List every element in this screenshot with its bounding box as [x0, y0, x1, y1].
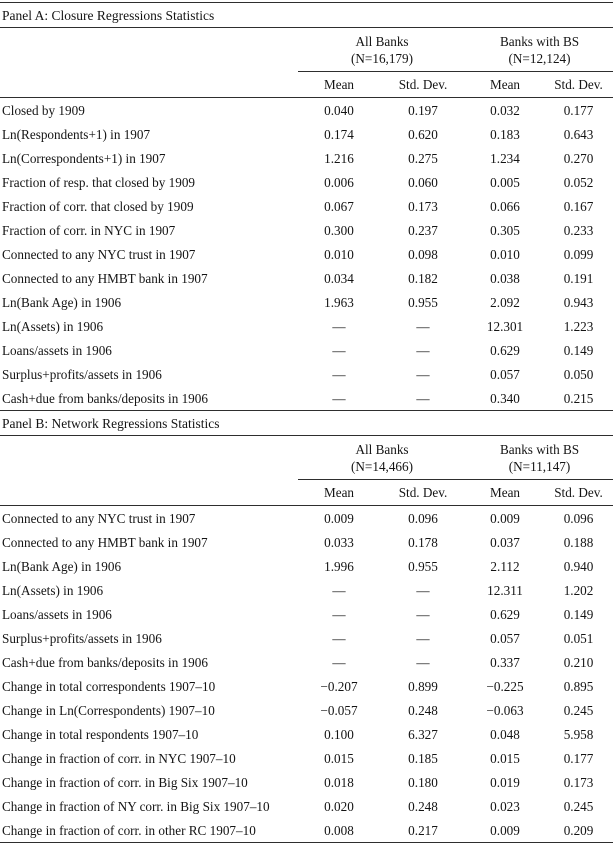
- cell-value: 0.067: [324, 199, 354, 214]
- col-header-std-dev: Std. Dev.: [544, 72, 613, 98]
- cell-value: 0.337: [490, 655, 520, 670]
- cell-value: 0.010: [324, 247, 354, 262]
- empty-corner-cell: [0, 28, 298, 72]
- table-row: [0, 554, 613, 578]
- col-header-mean: Mean: [466, 72, 544, 98]
- cell-value: 0.057: [490, 367, 520, 382]
- cell-value: 0.183: [490, 127, 520, 142]
- row-label: Connected to any HMBT bank in 1907: [2, 535, 208, 550]
- cell-value: 0.270: [563, 151, 594, 166]
- row-label: Fraction of resp. that closed by 1909: [2, 175, 196, 190]
- table-row: [0, 386, 613, 410]
- row-label: Surplus+profits/assets in 1906: [2, 631, 162, 646]
- cell-value: 0.215: [563, 391, 594, 406]
- cell-value: —: [332, 655, 346, 670]
- cell-value: 0.167: [563, 199, 594, 214]
- cell-value: 2.092: [490, 295, 520, 310]
- cell-value: 0.032: [490, 103, 520, 118]
- cell-value: 0.052: [563, 175, 594, 190]
- table-row: [0, 506, 613, 531]
- col-header-std-dev: Std. Dev.: [380, 480, 466, 506]
- cell-value: 0.185: [408, 751, 438, 766]
- table-row: [0, 722, 613, 746]
- table-row: [0, 770, 613, 794]
- cell-value: 0.009: [490, 823, 520, 838]
- panel-a-body: [0, 98, 613, 411]
- row-label: Cash+due from banks/deposits in 1906: [2, 655, 208, 670]
- table-row: [0, 818, 613, 842]
- row-label: Change in Ln(Correspondents) 1907–10: [2, 703, 215, 718]
- cell-value: —: [416, 343, 430, 358]
- cell-value: 0.177: [563, 751, 594, 766]
- col-header-mean: Mean: [298, 480, 380, 506]
- cell-value: 0.018: [324, 775, 354, 790]
- group-name: All Banks: [355, 442, 409, 457]
- cell-value: 0.096: [408, 511, 438, 526]
- cell-value: 0.066: [490, 199, 520, 214]
- cell-value: 0.173: [408, 199, 438, 214]
- table-row: [0, 218, 613, 242]
- cell-value: 0.955: [408, 559, 438, 574]
- cell-value: 0.006: [324, 175, 354, 190]
- group-header-all-banks: [298, 28, 466, 72]
- cell-value: 12.311: [487, 583, 523, 598]
- row-label: Connected to any NYC trust in 1907: [2, 511, 196, 526]
- cell-value: 0.943: [563, 295, 594, 310]
- col-header-mean: Mean: [466, 480, 544, 506]
- cell-value: 0.096: [563, 511, 594, 526]
- cell-value: 0.098: [408, 247, 438, 262]
- panel-b-title: Panel B: Network Regressions Statistics: [0, 410, 613, 436]
- cell-value: —: [332, 607, 346, 622]
- cell-value: —: [416, 607, 430, 622]
- cell-value: 0.180: [408, 775, 438, 790]
- cell-value: 0.050: [563, 367, 594, 382]
- cell-value: —: [332, 367, 346, 382]
- cell-value: 0.188: [563, 535, 594, 550]
- cell-value: 0.008: [324, 823, 354, 838]
- cell-value: 0.019: [490, 775, 520, 790]
- panel-a-group-header-row: [0, 28, 613, 72]
- row-label: Loans/assets in 1906: [2, 607, 112, 622]
- cell-value: —: [416, 655, 430, 670]
- row-label: Closed by 1909: [2, 103, 85, 118]
- table-row: [0, 170, 613, 194]
- cell-value: 0.629: [490, 607, 520, 622]
- panel-b-body: [0, 506, 613, 843]
- cell-value: −0.057: [320, 703, 358, 718]
- table-row: [0, 794, 613, 818]
- row-label: Ln(Assets) in 1906: [2, 583, 104, 598]
- table-row: [0, 578, 613, 602]
- table-row: [0, 362, 613, 386]
- cell-value: 0.015: [490, 751, 520, 766]
- cell-value: 0.033: [324, 535, 354, 550]
- cell-value: 1.202: [563, 583, 594, 598]
- cell-value: 1.216: [324, 151, 354, 166]
- cell-value: 0.023: [490, 799, 520, 814]
- panel-a-column-header-row: [0, 72, 613, 98]
- cell-value: −0.207: [320, 679, 358, 694]
- cell-value: —: [416, 631, 430, 646]
- cell-value: 0.245: [563, 799, 594, 814]
- group-name: All Banks: [355, 34, 409, 49]
- cell-value: 1.234: [490, 151, 520, 166]
- cell-value: 0.620: [408, 127, 438, 142]
- panel-b-table: [0, 436, 613, 842]
- row-label: Change in fraction of corr. in Big Six 1907–10: [2, 775, 248, 790]
- cell-value: 0.040: [324, 103, 354, 118]
- cell-value: 1.223: [563, 319, 594, 334]
- cell-value: 0.233: [563, 223, 594, 238]
- row-label: Change in total correspondents 1907–10: [2, 679, 216, 694]
- cell-value: 0.940: [563, 559, 594, 574]
- cell-value: 6.327: [408, 727, 438, 742]
- group-sample-size: (N=14,466): [351, 459, 414, 474]
- row-label: Surplus+profits/assets in 1906: [2, 367, 162, 382]
- cell-value: 0.015: [324, 751, 354, 766]
- cell-value: 0.643: [563, 127, 594, 142]
- table-row: [0, 242, 613, 266]
- cell-value: 5.958: [563, 727, 594, 742]
- cell-value: 0.955: [408, 295, 438, 310]
- cell-value: 0.305: [490, 223, 520, 238]
- cell-value: —: [332, 631, 346, 646]
- cell-value: 0.177: [563, 103, 594, 118]
- cell-value: 0.048: [490, 727, 520, 742]
- col-header-mean: Mean: [298, 72, 380, 98]
- cell-value: 0.275: [408, 151, 438, 166]
- row-label: Fraction of corr. in NYC in 1907: [2, 223, 176, 238]
- table-row: [0, 626, 613, 650]
- table-row: [0, 746, 613, 770]
- cell-value: —: [416, 391, 430, 406]
- cell-value: 0.100: [324, 727, 354, 742]
- cell-value: 0.099: [563, 247, 594, 262]
- cell-value: —: [332, 343, 346, 358]
- group-sample-size: (N=11,147): [508, 459, 571, 474]
- cell-value: 0.010: [490, 247, 520, 262]
- table-row: [0, 314, 613, 338]
- table-row: [0, 602, 613, 626]
- table-row: [0, 290, 613, 314]
- empty-corner-cell: [0, 436, 298, 480]
- table-row: [0, 266, 613, 290]
- row-label: Cash+due from banks/deposits in 1906: [2, 391, 208, 406]
- table-row: [0, 674, 613, 698]
- row-label: Fraction of corr. that closed by 1909: [2, 199, 194, 214]
- panel-b-group-header-row: [0, 436, 613, 480]
- panel-a-title: Panel A: Closure Regressions Statistics: [0, 2, 613, 28]
- group-header-all-banks: [298, 436, 466, 480]
- cell-value: 0.009: [324, 511, 354, 526]
- cell-value: 0.020: [324, 799, 354, 814]
- panel-b-column-header-row: [0, 480, 613, 506]
- table-row: [0, 338, 613, 362]
- cell-value: 0.037: [490, 535, 520, 550]
- cell-value: —: [332, 583, 346, 598]
- cell-value: 0.149: [563, 607, 594, 622]
- row-label: Ln(Respondents+1) in 1907: [2, 127, 151, 142]
- row-label: Change in total respondents 1907–10: [2, 727, 199, 742]
- cell-value: 0.149: [563, 343, 594, 358]
- cell-value: 0.009: [490, 511, 520, 526]
- cell-value: 0.248: [408, 799, 438, 814]
- empty-corner-cell: [0, 480, 298, 506]
- cell-value: 0.895: [563, 679, 594, 694]
- cell-value: 0.210: [563, 655, 594, 670]
- table-row: [0, 650, 613, 674]
- cell-value: —: [416, 367, 430, 382]
- cell-value: —: [332, 391, 346, 406]
- row-label: Change in fraction of corr. in other RC 1907–10: [2, 823, 256, 838]
- group-header-banks-with-bs: [466, 28, 613, 72]
- cell-value: 0.173: [563, 775, 594, 790]
- table-row: [0, 698, 613, 722]
- cell-value: —: [416, 319, 430, 334]
- cell-value: 0.237: [408, 223, 438, 238]
- cell-value: 0.340: [490, 391, 520, 406]
- panel-a-table: [0, 28, 613, 410]
- row-label: Ln(Bank Age) in 1906: [2, 559, 122, 574]
- cell-value: 0.899: [408, 679, 438, 694]
- cell-value: 0.038: [490, 271, 520, 286]
- cell-value: 0.248: [408, 703, 438, 718]
- row-label: Ln(Bank Age) in 1906: [2, 295, 122, 310]
- group-name: Banks with BS: [499, 34, 580, 49]
- row-label: Ln(Correspondents+1) in 1907: [2, 151, 166, 166]
- cell-value: −0.225: [486, 679, 524, 694]
- table-row: [0, 122, 613, 146]
- group-sample-size: (N=12,124): [508, 51, 571, 66]
- cell-value: 2.112: [490, 559, 520, 574]
- cell-value: 0.182: [408, 271, 438, 286]
- cell-value: 0.217: [408, 823, 438, 838]
- cell-value: 0.051: [563, 631, 594, 646]
- cell-value: 0.060: [408, 175, 438, 190]
- cell-value: 0.209: [563, 823, 594, 838]
- row-label: Connected to any NYC trust in 1907: [2, 247, 196, 262]
- cell-value: 0.174: [324, 127, 354, 142]
- row-label: Change in fraction of NY corr. in Big Six 1907–10: [2, 799, 270, 814]
- cell-value: 0.178: [408, 535, 438, 550]
- cell-value: −0.063: [486, 703, 524, 718]
- table-row: [0, 194, 613, 218]
- group-header-banks-with-bs: [466, 436, 613, 480]
- col-header-std-dev: Std. Dev.: [544, 480, 613, 506]
- cell-value: 0.197: [408, 103, 438, 118]
- table-row: [0, 530, 613, 554]
- group-sample-size: (N=16,179): [351, 51, 414, 66]
- table-row: [0, 98, 613, 123]
- empty-corner-cell: [0, 72, 298, 98]
- table-row: [0, 146, 613, 170]
- cell-value: 1.963: [324, 295, 354, 310]
- cell-value: 12.301: [486, 319, 524, 334]
- cell-value: —: [416, 583, 430, 598]
- cell-value: 1.996: [324, 559, 354, 574]
- row-label: Connected to any HMBT bank in 1907: [2, 271, 208, 286]
- row-label: Change in fraction of corr. in NYC 1907–10: [2, 751, 236, 766]
- col-header-std-dev: Std. Dev.: [380, 72, 466, 98]
- cell-value: 0.057: [490, 631, 520, 646]
- cell-value: 0.034: [324, 271, 354, 286]
- cell-value: 0.629: [490, 343, 520, 358]
- cell-value: 0.300: [324, 223, 354, 238]
- row-label: Loans/assets in 1906: [2, 343, 112, 358]
- cell-value: 0.005: [490, 175, 520, 190]
- cell-value: —: [332, 319, 346, 334]
- table-bottom-rule: [0, 842, 613, 843]
- group-name: Banks with BS: [499, 442, 580, 457]
- cell-value: 0.191: [563, 271, 594, 286]
- row-label: Ln(Assets) in 1906: [2, 319, 104, 334]
- cell-value: 0.245: [563, 703, 594, 718]
